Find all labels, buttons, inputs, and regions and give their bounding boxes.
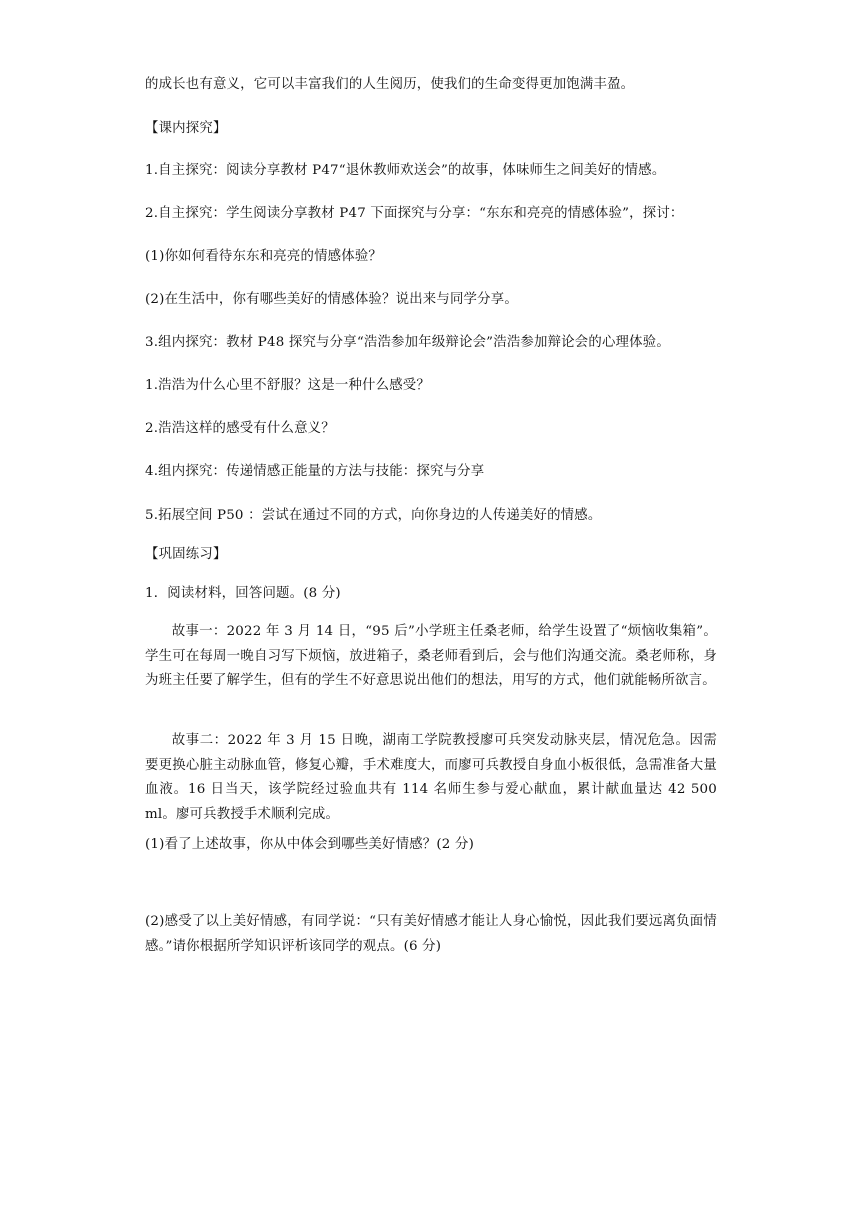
inclass-item-3-sub-2: 2.浩浩这样的感受有什么意义？ (145, 421, 335, 436)
story-two-paragraph: 故事二：2022 年 3 月 15 日晚，湖南工学院教授廖可兵突发动脉夹层，情况危急。因需要更换心脏主动脉血管，修复心瓣，手术难度大，而廖可兵教授自身血小板很低，急需准备大量血液。16 日当天，该学院经过验血共有 114 名师生参与爱心献血，累计献血量达 42 500 ml。廖可兵教授手术顺利完成。 (145, 733, 717, 822)
inclass-item-2-sub-1: (1)你如何看待东东和亮亮的情感体验？ (145, 249, 383, 264)
inclass-item-5: 5.拓展空间 P50 ：尝试在通过不同的方式，向你身边的人传递美好的情感。 (145, 508, 602, 523)
inclass-heading: 【课内探究】 (145, 121, 227, 136)
inclass-item-4: 4.组内探究：传递情感正能量的方法与技能：探究与分享 (145, 464, 485, 479)
intro-continued-line: 的成长也有意义，它可以丰富我们的人生阅历，使我们的生命变得更加饱满丰盈。 (145, 77, 635, 92)
practice-heading: 【巩固练习】 (145, 547, 227, 562)
inclass-item-2-sub-2: (2)在生活中，你有哪些美好的情感体验？说出来与同学分享。 (145, 292, 518, 307)
inclass-item-3-sub-1: 1.浩浩为什么心里不舒服？这是一种什么感受？ (145, 378, 430, 393)
inclass-item-2: 2.自主探究：学生阅读分享教材 P47 下面探究与分享：“东东和亮亮的情感体验”，探讨： (145, 206, 684, 221)
story-one-paragraph: 故事一：2022 年 3 月 14 日，“95 后”小学班主任桑老师，给学生设置了“烦恼收集箱”。学生可在每周一晚自习写下烦恼，放进箱子，桑老师看到后，会与他们沟通交流。桑老师称，身为班主任要了解学生，但有的学生不好意思说出他们的想法，用写的方式，他们就能畅所欲言。 (145, 624, 717, 688)
sub-question-1: (1)看了上述故事，你从中体会到哪些美好情感？(2 分) (145, 837, 474, 852)
sub-question-2: (2)感受了以上美好情感，有同学说：“只有美好情感才能让人身心愉悦，因此我们要远离负面情感。”请你根据所学知识评析该同学的观点。(6 分) (145, 914, 717, 954)
inclass-item-3: 3.组内探究：教材 P48 探究与分享“浩浩参加年级辩论会”浩浩参加辩论会的心理体验。 (145, 335, 670, 350)
practice-question-1: 1．阅读材料，回答问题。(8 分) (145, 586, 341, 601)
inclass-item-1: 1.自主探究：阅读分享教材 P47“退休教师欢送会”的故事，体味师生之间美好的情感。 (145, 163, 666, 178)
